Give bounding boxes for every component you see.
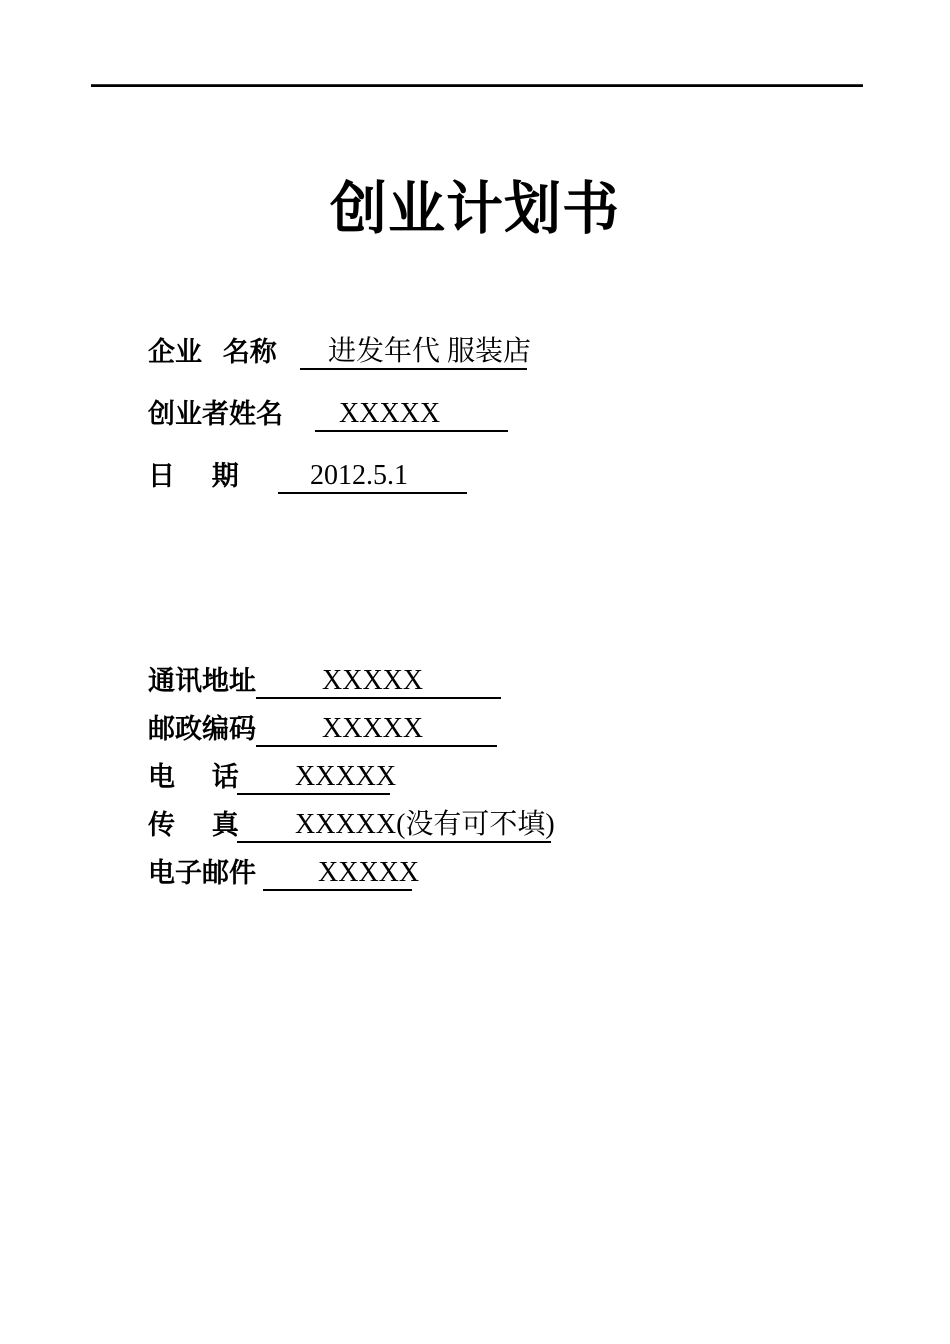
phone-label: 电 话 <box>148 762 239 792</box>
postal-label: 邮政编码 <box>148 714 256 744</box>
company-value-underline: 进发年代 服装店 <box>300 334 527 370</box>
fax-value-underline: XXXXX(没有可不填) <box>237 807 551 843</box>
email-value-underline: XXXXX <box>263 855 412 891</box>
field-row-founder <box>0 396 950 434</box>
date-label: 日 期 <box>148 461 239 491</box>
email-label: 电子邮件 <box>148 858 256 888</box>
field-row-date <box>0 458 950 496</box>
field-row-fax <box>0 807 950 845</box>
address-label: 通讯地址 <box>148 666 256 696</box>
page-title: 创业计划书 <box>330 178 620 241</box>
field-row-address <box>0 663 950 701</box>
postal-value-underline: XXXXX <box>256 711 497 747</box>
field-row-phone <box>0 759 950 797</box>
field-row-email <box>0 855 950 893</box>
header-rule <box>91 84 863 87</box>
company-label: 企业 名称 <box>148 337 277 367</box>
fax-label: 传 真 <box>148 810 239 840</box>
phone-value-underline: XXXXX <box>237 759 390 795</box>
date-value-underline: 2012.5.1 <box>278 458 467 494</box>
founder-label: 创业者姓名 <box>148 399 283 429</box>
address-value-underline: XXXXX <box>256 663 501 699</box>
field-row-company <box>0 334 950 372</box>
founder-value-underline: XXXXX <box>315 396 508 432</box>
field-row-postal <box>0 711 950 749</box>
